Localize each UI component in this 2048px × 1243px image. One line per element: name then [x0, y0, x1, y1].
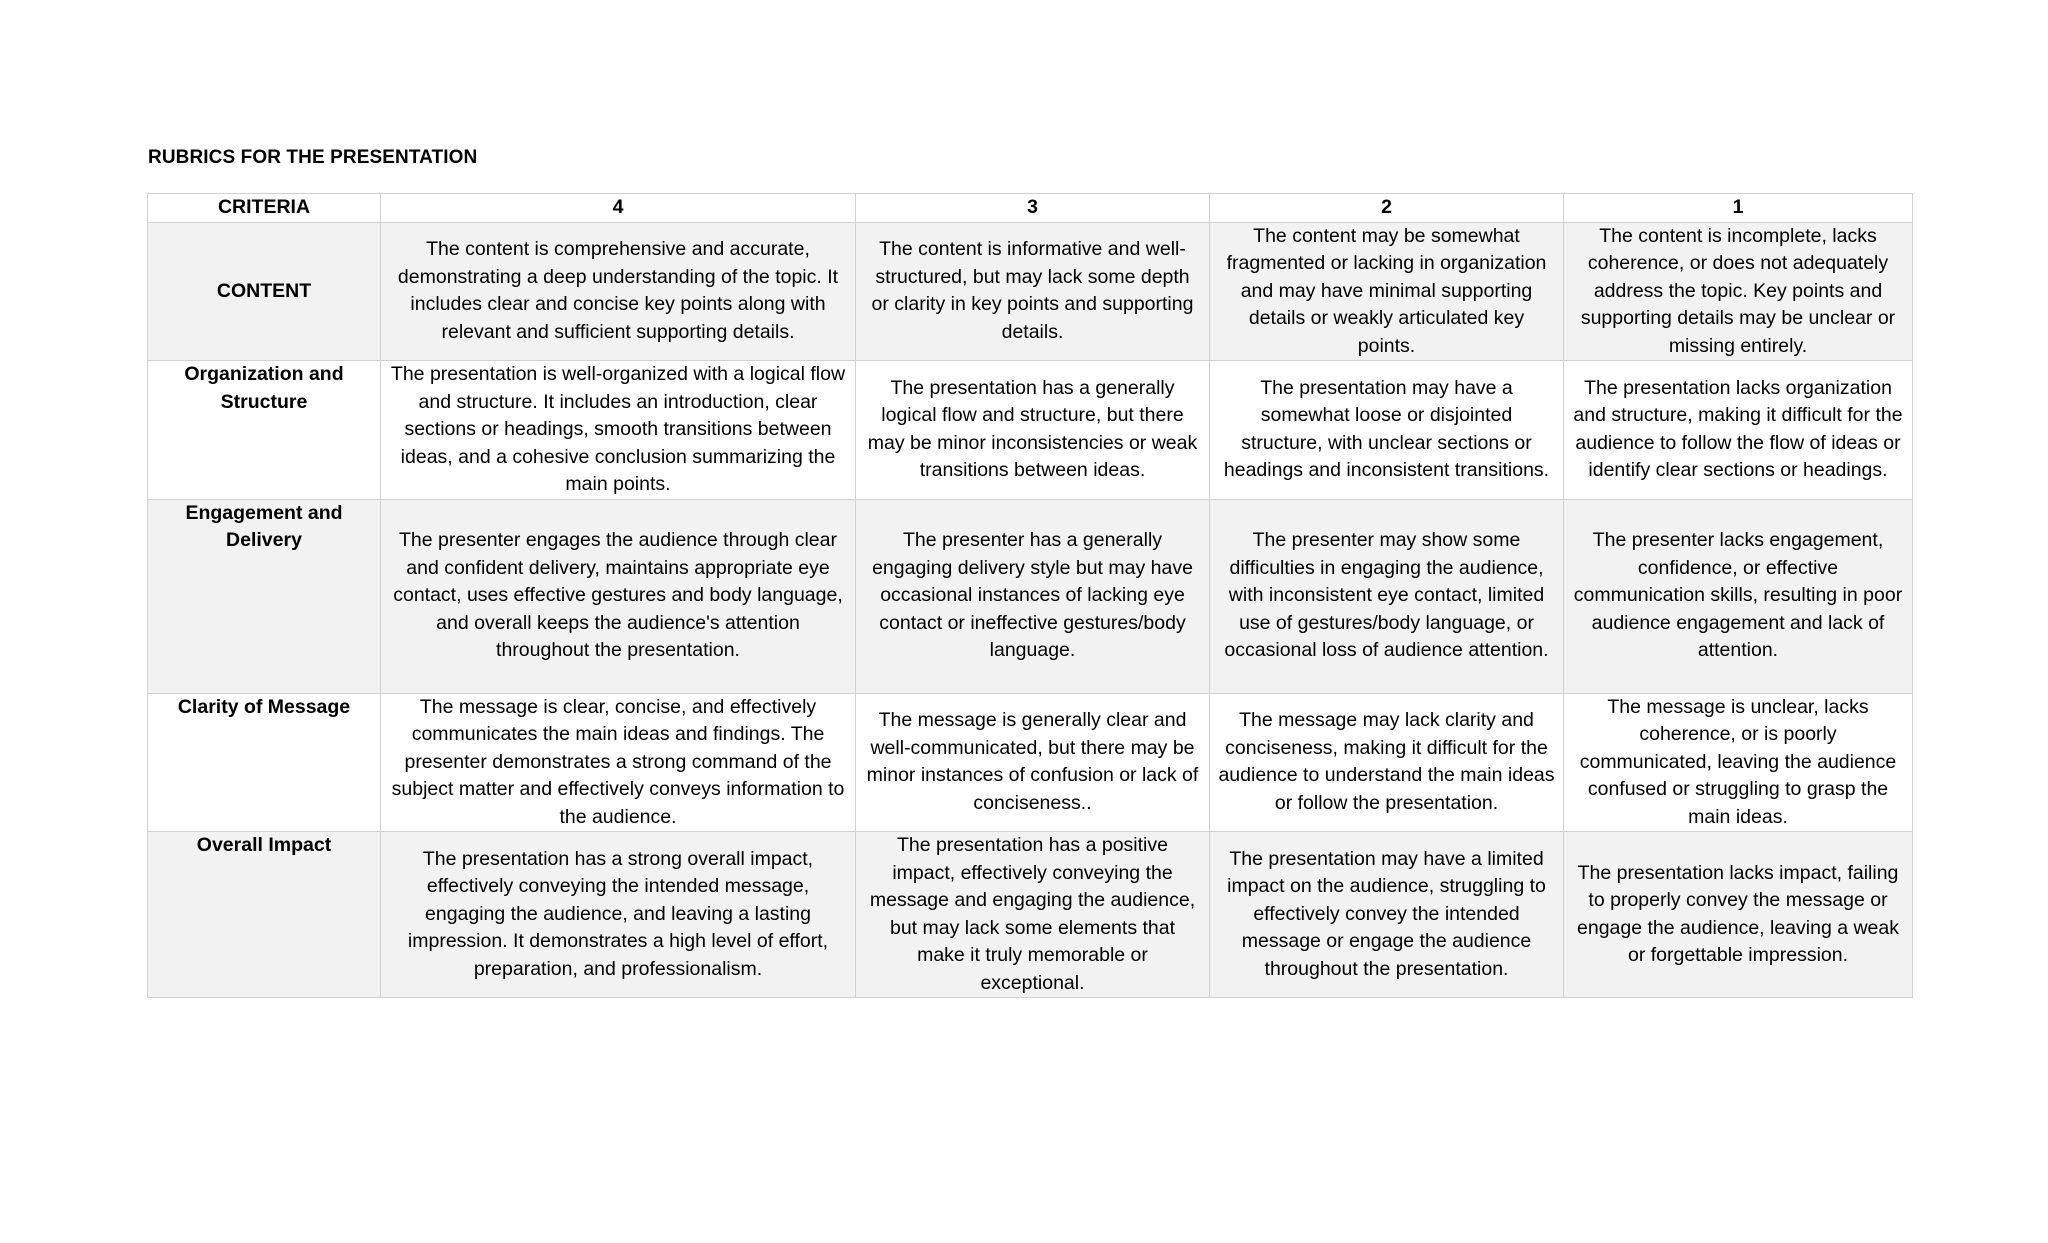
score-3-cell: The presentation has a positive impact, effectively conveying the message and engaging the audience, but may lack some elements that make it truly memorable or exceptional.	[856, 832, 1210, 998]
table-row	[148, 832, 1913, 998]
criteria-cell: Engagement and Delivery	[148, 499, 381, 693]
criteria-cell: Organization and Structure	[148, 361, 381, 500]
score-4-cell: The message is clear, concise, and effectively communicates the main ideas and findings. The presenter demonstrates a strong command of the subject matter and effectively conveys information to the audience.	[381, 693, 856, 832]
table-row	[148, 693, 1913, 832]
header-score-3: 3	[856, 194, 1210, 223]
table-header-row	[148, 194, 1913, 223]
score-1-cell: The content is incomplete, lacks coherence, or does not adequately address the topic. Key points and supporting details may be unclear or missing entirely.	[1564, 222, 1913, 361]
score-3-cell: The presenter has a generally engaging delivery style but may have occasional instances of lacking eye contact or ineffective gestures/body language.	[856, 499, 1210, 693]
header-score-1: 1	[1564, 194, 1913, 223]
score-3-cell: The presentation has a generally logical flow and structure, but there may be minor inconsistencies or weak transitions between ideas.	[856, 361, 1210, 500]
score-2-cell: The message may lack clarity and conciseness, making it difficult for the audience to understand the main ideas or follow the presentation.	[1210, 693, 1564, 832]
score-4-cell: The presentation is well-organized with a logical flow and structure. It includes an introduction, clear sections or headings, smooth transitions between ideas, and a cohesive conclusion summarizing the main points.	[381, 361, 856, 500]
score-2-cell: The presentation may have a limited impact on the audience, struggling to effectively convey the intended message or engage the audience throughout the presentation.	[1210, 832, 1564, 998]
document-title: RUBRICS FOR THE PRESENTATION	[148, 147, 478, 168]
criteria-cell: CONTENT	[148, 222, 381, 361]
score-3-cell: The content is informative and well-structured, but may lack some depth or clarity in key points and supporting details.	[856, 222, 1210, 361]
score-4-cell: The presenter engages the audience through clear and confident delivery, maintains appropriate eye contact, uses effective gestures and body language, and overall keeps the audience's attention throughout the presentation.	[381, 499, 856, 693]
criteria-cell: Clarity of Message	[148, 693, 381, 832]
score-2-cell: The presenter may show some difficulties in engaging the audience, with inconsistent eye contact, limited use of gestures/body language, or occasional loss of audience attention.	[1210, 499, 1564, 693]
table-row	[148, 361, 1913, 500]
header-criteria: CRITERIA	[148, 194, 381, 223]
score-1-cell: The presentation lacks organization and structure, making it difficult for the audience to follow the flow of ideas or identify clear sections or headings.	[1564, 361, 1913, 500]
header-score-2: 2	[1210, 194, 1564, 223]
score-1-cell: The presentation lacks impact, failing to properly convey the message or engage the audience, leaving a weak or forgettable impression.	[1564, 832, 1913, 998]
score-2-cell: The content may be somewhat fragmented or lacking in organization and may have minimal supporting details or weakly articulated key points.	[1210, 222, 1564, 361]
score-2-cell: The presentation may have a somewhat loose or disjointed structure, with unclear sections or headings and inconsistent transitions.	[1210, 361, 1564, 500]
score-4-cell: The presentation has a strong overall impact, effectively conveying the intended message, engaging the audience, and leaving a lasting impression. It demonstrates a high level of effort, preparation, and professionalism.	[381, 832, 856, 998]
criteria-cell: Overall Impact	[148, 832, 381, 998]
score-3-cell: The message is generally clear and well-communicated, but there may be minor instances of confusion or lack of conciseness..	[856, 693, 1210, 832]
header-score-4: 4	[381, 194, 856, 223]
table-row	[148, 222, 1913, 361]
score-1-cell: The message is unclear, lacks coherence, or is poorly communicated, leaving the audience confused or struggling to grasp the main ideas.	[1564, 693, 1913, 832]
score-4-cell: The content is comprehensive and accurate, demonstrating a deep understanding of the topic. It includes clear and concise key points along with relevant and sufficient supporting details.	[381, 222, 856, 361]
score-1-cell: The presenter lacks engagement, confidence, or effective communication skills, resulting in poor audience engagement and lack of attention.	[1564, 499, 1913, 693]
rubric-table	[147, 193, 1913, 998]
table-row	[148, 499, 1913, 693]
